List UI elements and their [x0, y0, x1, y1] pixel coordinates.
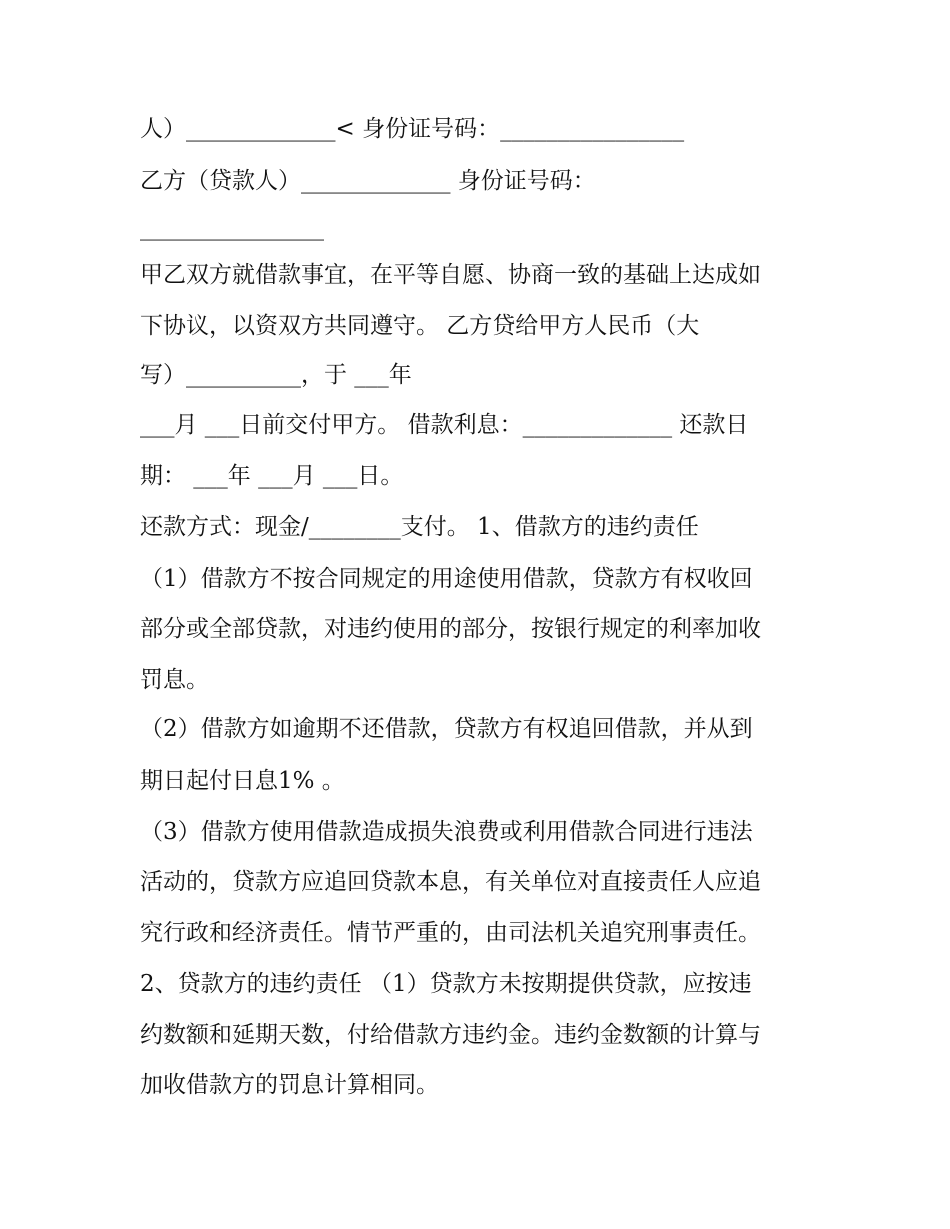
text-line: （3）借款方使用借款造成损失浪费或利用借款合同进行违法 — [140, 819, 753, 845]
text-line: 甲乙双方就借款事宜，在平等自愿、协商一致的基础上达成如 — [140, 262, 761, 288]
text-line: 加收借款方的罚息计算相同。 — [140, 1072, 439, 1098]
text-line: 人）_____________< 身份证号码：________________ — [140, 116, 685, 142]
text-line: （2）借款方如逾期不还借款，贷款方有权追回借款，并从到 — [140, 716, 753, 742]
text-line: ___月 ___日前交付甲方。 借款利息：_____________ 还款日 — [140, 412, 749, 438]
text-line: 期： ___年 ___月 ___日。 — [140, 463, 404, 489]
text-line: 写）__________，于 ___年 — [140, 362, 412, 388]
text-line: 期日起付日息1% 。 — [140, 768, 345, 794]
text-line: ________________ — [140, 215, 324, 241]
text-line: 2、贷款方的违约责任 （1）贷款方未按期提供贷款，应按违 — [140, 971, 752, 997]
text-line: 乙方（贷款人）_____________ 身份证号码： — [140, 168, 596, 194]
text-line: 究行政和经济责任。情节严重的，由司法机关追究刑事责任。 — [140, 920, 761, 946]
text-line: 部分或全部贷款，对违约使用的部分，按银行规定的利率加收 — [140, 616, 761, 642]
text-line: 活动的，贷款方应追回贷款本息，有关单位对直接责任人应追 — [140, 869, 761, 895]
text-line: 约数额和延期天数，付给借款方违约金。违约金数额的计算与 — [140, 1022, 761, 1048]
text-line: 罚息。 — [140, 667, 209, 693]
text-line: （1）借款方不按合同规定的用途使用借款，贷款方有权收回 — [140, 566, 753, 592]
text-line: 下协议，以资双方共同遵守。 乙方贷给甲方人民币（大 — [140, 313, 700, 339]
text-line: 还款方式：现金/________支付。 1、借款方的违约责任 — [140, 514, 699, 540]
